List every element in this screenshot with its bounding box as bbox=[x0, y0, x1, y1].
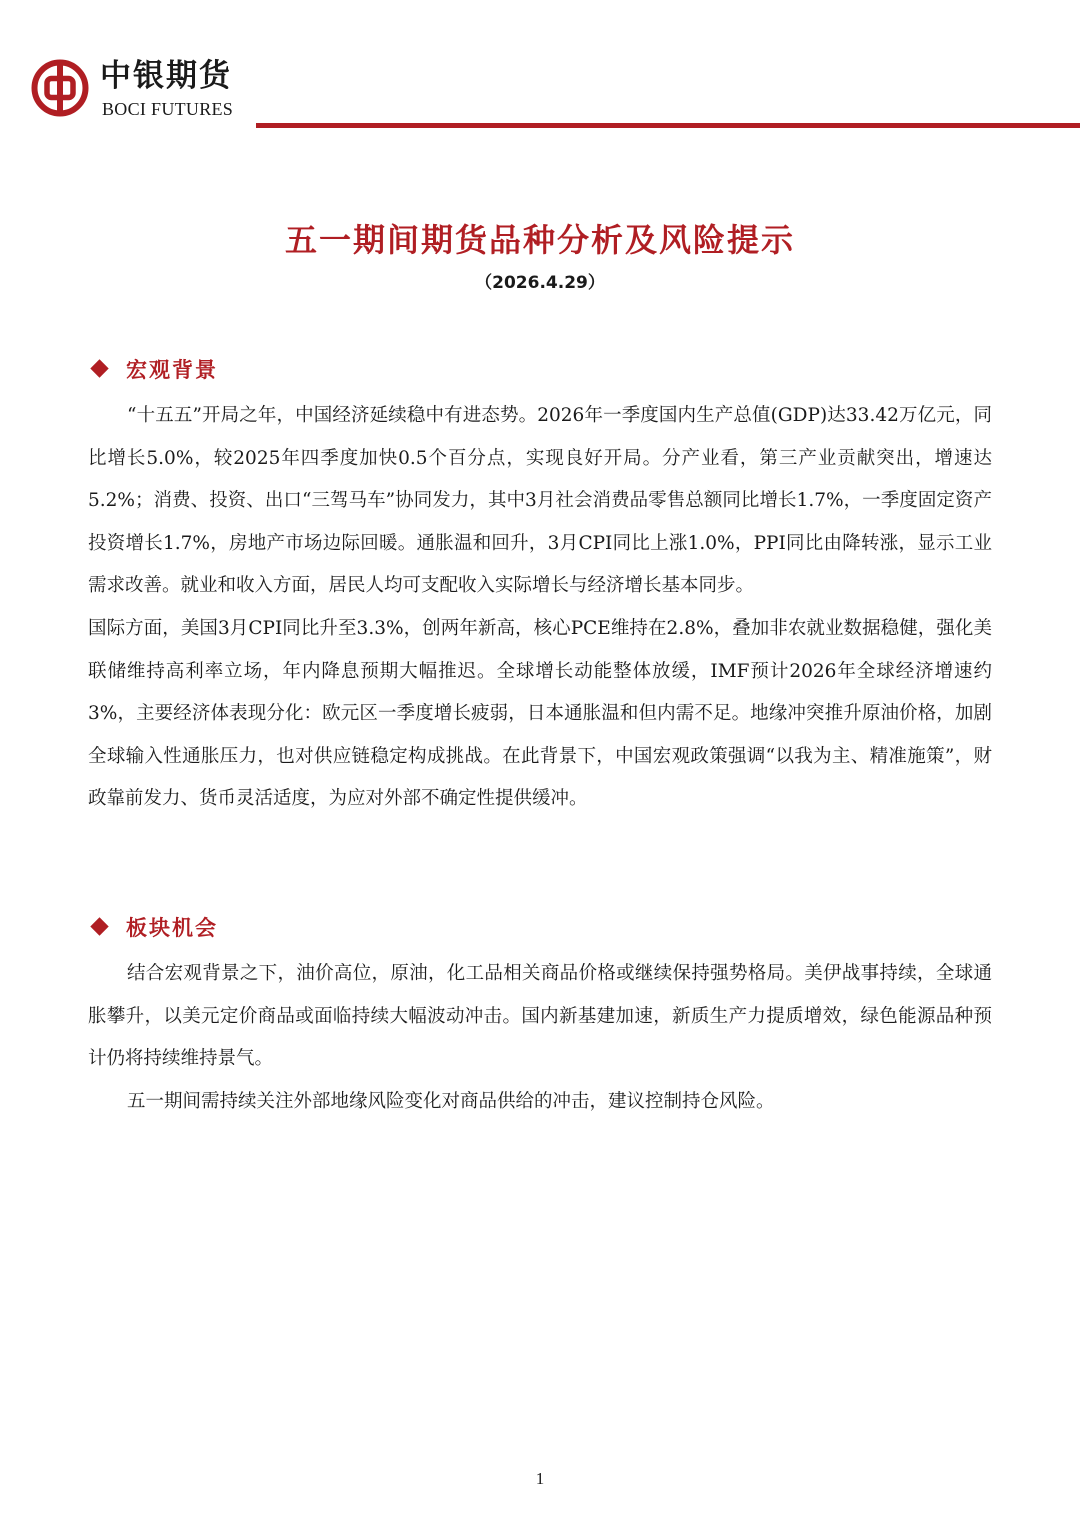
document-date: （2026.4.29） bbox=[475, 273, 605, 293]
paragraph: 国际方面，美国3月CPI同比升至3.3%，创两年新高，核心PCE维持在2.8%，叠加非农就业数据稳健，强化美联储维持高利率立场，年内降息预期大幅推迟。全球增长动能整体放缓，IMF预计2026年全球经济增速约3%，主要经济体表现分化：欧元区一季度增长疲弱，日本通胀温和但内需不足。地缘冲突推升原油价格，加剧全球输入性通胀压力，也对供应链稳定构成挑战。在此背景下，中国宏观政策强调“以我为主、精准施策”，财政靠前发力、货币灵活适度，为应对外部不确定性提供缓冲。 bbox=[88, 617, 992, 810]
page-number: 1 bbox=[535, 1469, 545, 1488]
section-heading-label: 板块机会 bbox=[126, 916, 218, 940]
section-heading-macro bbox=[90, 354, 218, 386]
header-divider bbox=[256, 123, 1080, 128]
brand-name-chinese: 中银期货 bbox=[100, 58, 232, 94]
paragraph: 五一期间需持续关注外部地缘风险变化对商品供给的冲击，建议控制持仓风险。 bbox=[127, 1090, 775, 1112]
diamond-bullet-icon bbox=[90, 917, 108, 935]
bank-of-china-logo-icon bbox=[30, 58, 90, 118]
brand-name-english: BOCI FUTURES bbox=[102, 99, 234, 119]
section-heading-opportunities bbox=[90, 912, 218, 944]
document-title: 五一期间期货品种分析及风险提示 bbox=[284, 221, 795, 259]
section-body-macro bbox=[88, 395, 992, 821]
paragraph: “十五五”开局之年，中国经济延续稳中有进态势。2026年一季度国内生产总值(GDP)达33.42万亿元，同比增长5.0%，较2025年四季度加快0.5个百分点，实现良好开局。分产业看，第三产业贡献突出，增速达5.2%；消费、投资、出口“三驾马车”协同发力，其中3月社会消费品零售总额同比增长1.7%，一季度固定资产投资增长1.7%，房地产市场边际回暖。通胀温和回升，3月CPI同比上涨1.0%，PPI同比由降转涨，显示工业需求改善。就业和收入方面，居民人均可支配收入实际增长与经济增长基本同步。 bbox=[88, 405, 992, 597]
paragraph: 结合宏观背景之下，油价高位，原油，化工品相关商品价格或继续保持强势格局。美伊战事持续，全球通胀攀升，以美元定价商品或面临持续大幅波动冲击。国内新基建加速，新质生产力提质增效，绿色能源品种预计仍将持续维持景气。 bbox=[88, 963, 992, 1070]
page-header bbox=[0, 0, 1080, 140]
section-heading-label: 宏观背景 bbox=[126, 358, 218, 382]
diamond-bullet-icon bbox=[90, 359, 108, 377]
section-body-opportunities bbox=[88, 953, 992, 1123]
